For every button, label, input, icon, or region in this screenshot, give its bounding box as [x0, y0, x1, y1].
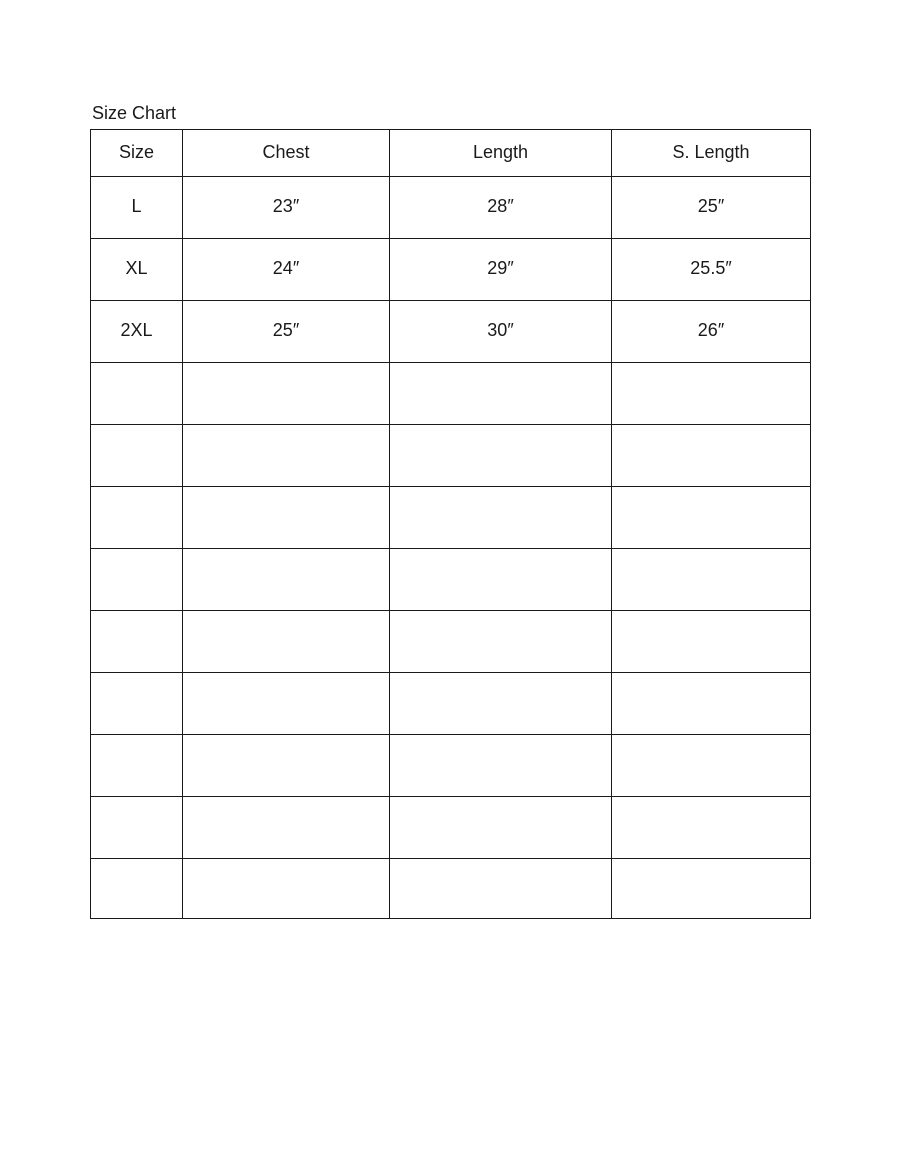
table-cell — [183, 735, 390, 797]
table-cell — [612, 797, 811, 859]
table-cell — [390, 611, 612, 673]
table-cell — [91, 611, 183, 673]
table-cell — [183, 611, 390, 673]
table-cell — [91, 487, 183, 549]
table-cell: 2XL — [91, 301, 183, 363]
table-cell — [390, 487, 612, 549]
table-cell — [91, 673, 183, 735]
table-cell — [91, 549, 183, 611]
table-cell — [183, 797, 390, 859]
header-chest: Chest — [183, 130, 390, 177]
table-cell: 25″ — [183, 301, 390, 363]
table-cell: 25″ — [612, 177, 811, 239]
page-title: Size Chart — [92, 103, 177, 123]
table-cell — [183, 859, 390, 919]
table-cell: 30″ — [390, 301, 612, 363]
table-cell — [390, 673, 612, 735]
table-cell — [390, 797, 612, 859]
table-cell: 26″ — [612, 301, 811, 363]
header-s-length: S. Length — [612, 130, 811, 177]
table-cell: XL — [91, 239, 183, 301]
table-cell: 28″ — [390, 177, 612, 239]
table-cell — [183, 673, 390, 735]
table-cell — [183, 549, 390, 611]
table-cell — [612, 735, 811, 797]
table-cell — [612, 611, 811, 673]
table-cell — [390, 425, 612, 487]
table-cell — [183, 487, 390, 549]
table-row — [91, 549, 811, 611]
header-length: Length — [390, 130, 612, 177]
table-row — [91, 673, 811, 735]
table-cell: 29″ — [390, 239, 612, 301]
table-row — [91, 425, 811, 487]
table-cell — [183, 425, 390, 487]
table-cell — [612, 673, 811, 735]
table-cell — [91, 363, 183, 425]
table-cell: L — [91, 177, 183, 239]
table-cell — [183, 363, 390, 425]
table-cell — [390, 549, 612, 611]
table-cell — [91, 859, 183, 919]
table-row — [91, 859, 811, 919]
table-cell — [390, 859, 612, 919]
size-chart-table — [90, 129, 811, 919]
table-cell — [390, 735, 612, 797]
table-cell — [91, 797, 183, 859]
table-row — [91, 239, 811, 301]
table-row — [91, 611, 811, 673]
table-cell — [612, 859, 811, 919]
table-row — [91, 735, 811, 797]
table-cell: 25.5″ — [612, 239, 811, 301]
table-cell — [390, 363, 612, 425]
table-row — [91, 487, 811, 549]
header-size: Size — [91, 130, 183, 177]
table-cell — [91, 735, 183, 797]
table-row — [91, 797, 811, 859]
table-cell: 23″ — [183, 177, 390, 239]
table-cell — [612, 425, 811, 487]
table-row — [91, 301, 811, 363]
table-cell — [612, 363, 811, 425]
header-row — [91, 130, 811, 177]
table-cell — [91, 425, 183, 487]
table-cell: 24″ — [183, 239, 390, 301]
table-cell — [612, 487, 811, 549]
table-cell — [612, 549, 811, 611]
table-row — [91, 177, 811, 239]
table-row — [91, 363, 811, 425]
